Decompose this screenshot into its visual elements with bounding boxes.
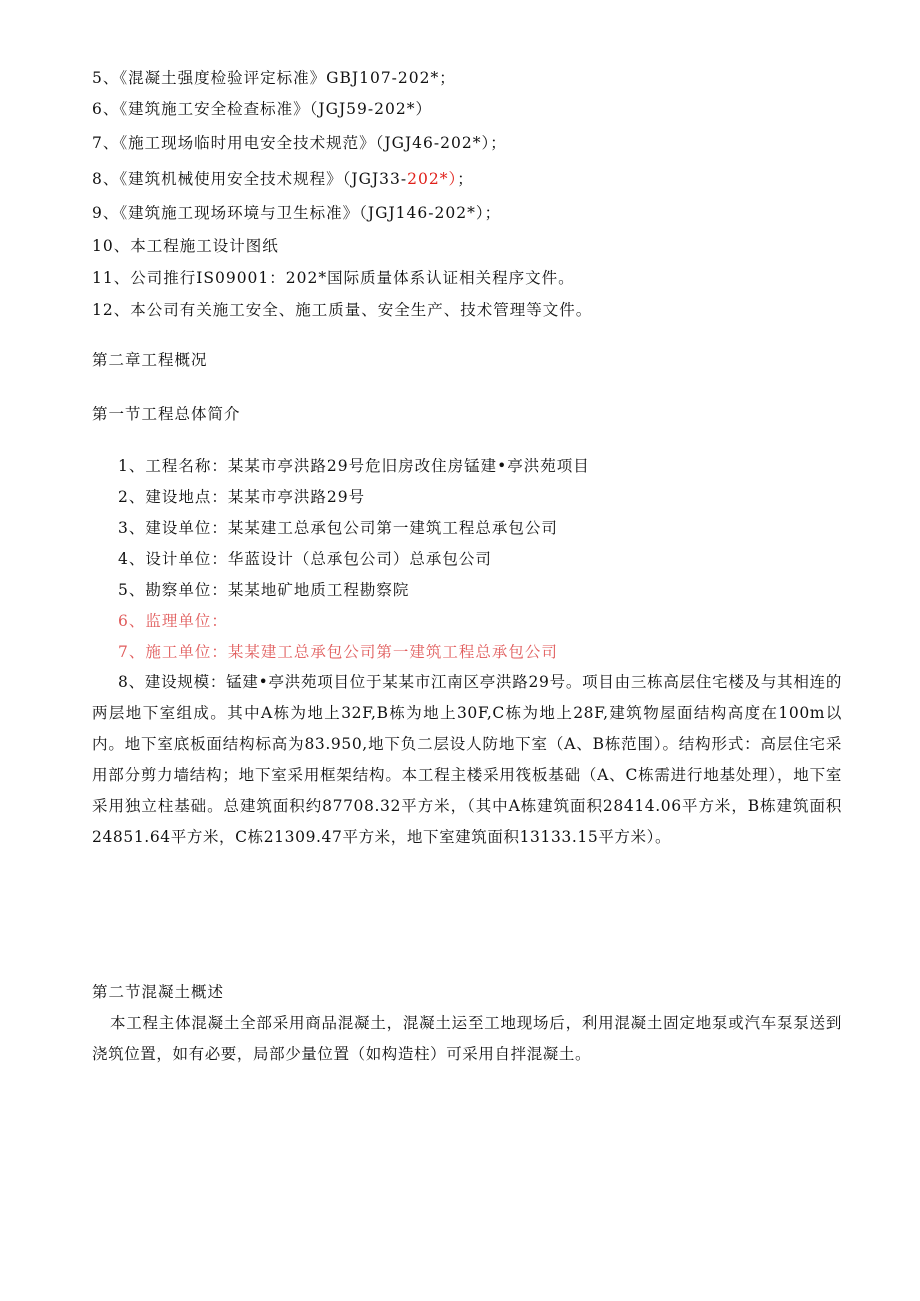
concrete-paragraph: 本工程主体混凝土全部采用商品混凝土，混凝土运至工地现场后，利用混凝土固定地泵或汽车泵泵送到浇筑位置，如有必要，局部少量位置（如构造柱）可采用自拌混凝土。 xyxy=(92,1014,842,1063)
scale-paragraph: 8、建设规模：锰建•亭洪苑项目位于某某市江南区亭洪路29号。项目由三栋高层住宅楼及与其相连的两层地下室组成。其中A栋为地上32F,B栋为地上30F,C栋为地上28F,建筑物屋面结构高度在100m以内。地下室底板面结构标高为83.950,地下负二层设人防地下室（A、B栋范围）。结构形式：高层住宅采用部分剪力墙结构；地下室采用框架结构。本工程主楼采用筏板基础（A、C栋需进行地基处理），地下室采用独立柱基础。总建筑面积约87708.32平方米，（其中A栋建筑面积28414.06平方米，B栋建筑面积24851.64平方米，C栋21309.47平方米，地下室建筑面积13133.15平方米）。 xyxy=(92,673,842,846)
section-title-concrete: 第二节混凝土概述 xyxy=(92,983,225,1001)
reference-item-7: 7、《施工现场临时用电安全技术规范》（JGJ46-202*）； xyxy=(92,134,507,152)
reference-item-9: 9、《建筑施工现场环境与卫生标准》（JGJ146-202*）； xyxy=(92,204,502,222)
reference-item-5: 5、《混凝土强度检验评定标准》GBJ107-202*； xyxy=(92,69,456,87)
section-title-overview: 第一节工程总体简介 xyxy=(92,405,241,423)
overview-item-location: 2、建设地点：某某市亭洪路29号 xyxy=(118,488,366,506)
reference-item-8-red: 202*） xyxy=(407,170,458,188)
chapter-title: 第二章工程概况 xyxy=(92,351,208,369)
reference-item-8-tail: ； xyxy=(457,170,474,188)
reference-item-8-main: 8、《建筑机械使用安全技术规程》（JGJ33- xyxy=(92,170,408,188)
overview-item-surveyor: 5、勘察单位：某某地矿地质工程勘察院 xyxy=(118,581,410,599)
overview-item-designer: 4、设计单位：华蓝设计（总承包公司）总承包公司 xyxy=(118,550,492,568)
overview-item-owner: 3、建设单位：某某建工总承包公司第一建筑工程总承包公司 xyxy=(118,519,558,537)
overview-item-supervisor: 6、监理单位： xyxy=(118,612,228,630)
reference-item-10: 10、本工程施工设计图纸 xyxy=(92,237,279,255)
overview-item-contractor: 7、施工单位：某某建工总承包公司第一建筑工程总承包公司 xyxy=(118,643,558,661)
reference-item-8 xyxy=(92,169,474,189)
reference-item-12: 12、本公司有关施工安全、施工质量、安全生产、技术管理等文件。 xyxy=(92,301,593,319)
reference-item-11: 11、公司推行IS09001：202*国际质量体系认证相关程序文件。 xyxy=(92,269,575,287)
overview-item-name: 1、工程名称：某某市亭洪路29号危旧房改住房锰建•亭洪苑项目 xyxy=(118,457,590,475)
reference-item-6: 6、《建筑施工安全检查标准》（JGJ59-202*） xyxy=(92,100,432,118)
